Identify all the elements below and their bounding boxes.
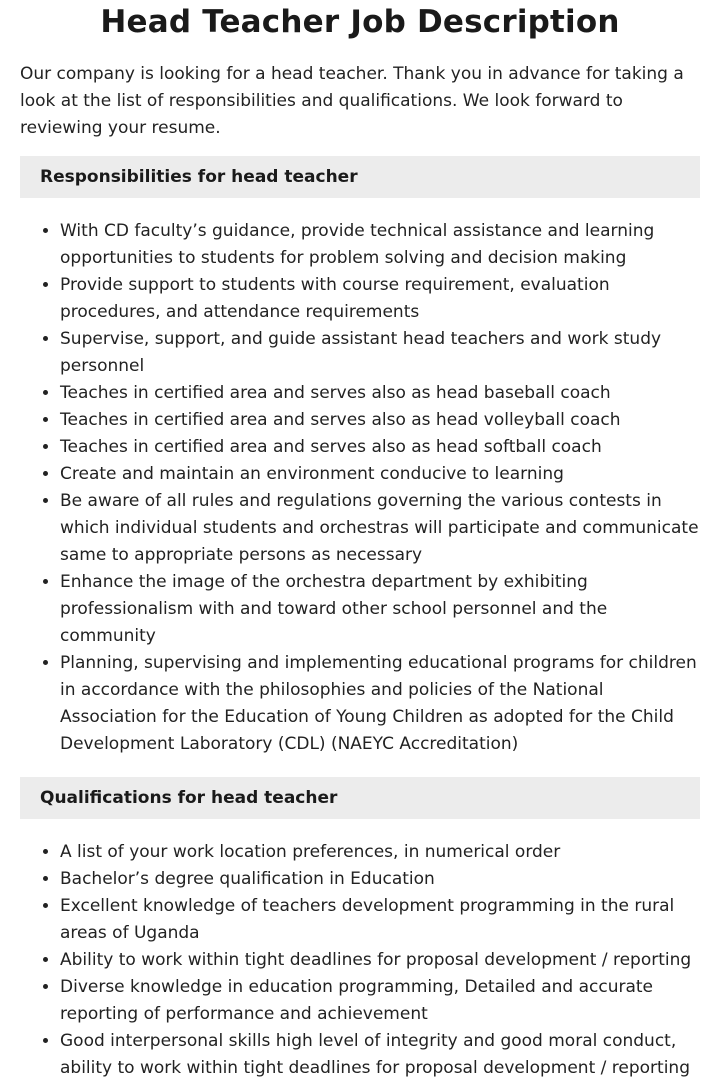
responsibilities-list [20,218,700,758]
qualifications-list [20,839,700,1082]
responsibility-item: • Be aware of all rules and regulations governing the various contests in which individual students and orchestras will participate and communicate same to appropriate persons as necessary [60,488,700,569]
qualification-item: • Ability to work within tight deadlines for proposal development / reporting [60,947,700,974]
responsibility-item: • With CD faculty’s guidance, provide technical assistance and learning opportunities to students for problem solving and decision making [60,218,700,272]
responsibility-item: • Provide support to students with course requirement, evaluation procedures, and attendance requirements [60,272,700,326]
responsibility-item: • Teaches in certified area and serves also as head softball coach [60,434,700,461]
responsibility-item: • Enhance the image of the orchestra department by exhibiting professionalism with and toward other school personnel and the community [60,569,700,650]
responsibility-item: • Teaches in certified area and serves also as head volleyball coach [60,407,700,434]
responsibility-item: • Teaches in certified area and serves also as head baseball coach [60,380,700,407]
qualification-item: • Excellent knowledge of teachers development programming in the rural areas of Uganda [60,893,700,947]
qualification-item: • A list of your work location preferences, in numerical order [60,839,700,866]
qualification-item: • Diverse knowledge in education programming, Detailed and accurate reporting of performance and achievement [60,974,700,1028]
responsibility-item: • Supervise, support, and guide assistant head teachers and work study personnel [60,326,700,380]
page-title: Head Teacher Job Description [100,4,620,40]
qualifications-heading: Qualifications for head teacher [20,777,700,819]
responsibility-item: • Planning, supervising and implementing educational programs for children in accordance with the philosophies and policies of the National Association for the Education of Young Children as adopted for the Child Development Laboratory (CDL) (NAEYC Accreditation) [60,650,700,758]
qualification-item: • Bachelor’s degree qualification in Education [60,866,700,893]
qualification-item: • Good interpersonal skills high level of integrity and good moral conduct, ability to work within tight deadlines for proposal development / reporting [60,1028,700,1082]
intro-paragraph: Our company is looking for a head teacher. Thank you in advance for taking a look at the list of responsibilities and qualifications. We look forward to reviewing your resume. [20,64,684,138]
responsibilities-heading: Responsibilities for head teacher [20,156,700,198]
responsibility-item: • Create and maintain an environment conducive to learning [60,461,700,488]
